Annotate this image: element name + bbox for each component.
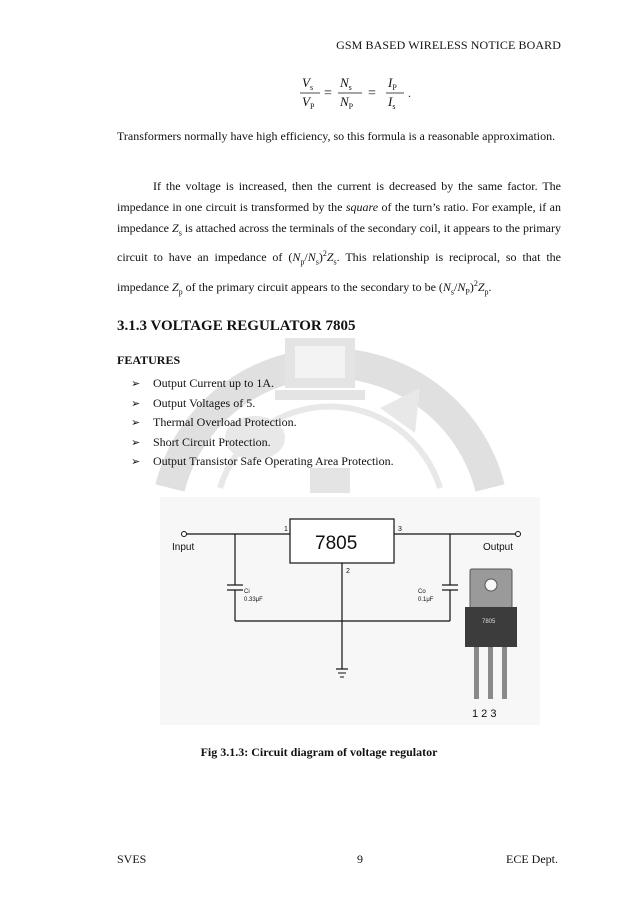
pin1-label: 1: [284, 526, 288, 533]
ic-label: 7805: [315, 533, 358, 554]
features-list: [131, 374, 394, 472]
transformer-ratio-formula: [300, 72, 420, 112]
svg-text:=: =: [324, 86, 332, 101]
co-label: Co: [418, 589, 426, 595]
list-item: ➢ Output Voltages of 5.: [131, 394, 394, 414]
formula-vs: $V_s$: [302, 75, 314, 92]
paragraph-impedance: If the voltage is increased, then the current is decreased by the same factor. The impedance in one circuit is transformed by the square of the turn’s ratio. For example, if an impedance $Z_s$ is attached across the terminals of the secondary coil, it appears to the primary circuit to have an impedance of $(N_p/N_s)^2Z_s$. This relationship is reciprocal, so that the impedance $Z_p$ of the primary circuit appears to the secondary to be $(N_s/N_P)^2Z_p$.: [117, 179, 561, 297]
list-item: ➢ Short Circuit Protection.: [131, 433, 394, 453]
formula-ns: $N_s$: [340, 75, 352, 92]
page-header: GSM BASED WIRELESS NOTICE BOARD: [336, 38, 561, 52]
section-title: 3.1.3 VOLTAGE REGULATOR 7805: [117, 318, 356, 334]
svg-text:=: =: [368, 86, 376, 101]
package-pins-label: 1 2 3: [472, 708, 497, 720]
package-label: 7805: [482, 619, 496, 625]
list-item: ➢ Thermal Overload Protection.: [131, 413, 394, 433]
footer-left: SVES: [117, 852, 147, 866]
arrowhead-bullet-icon: ➢: [131, 397, 141, 410]
input-label: Input: [172, 542, 195, 553]
list-item: ➢ Output Transistor Safe Operating Area Protection.: [131, 452, 394, 472]
arrowhead-bullet-icon: ➢: [131, 378, 141, 390]
arrowhead-bullet-icon: ➢: [131, 436, 141, 449]
page-number: 9: [357, 852, 363, 866]
svg-text:.: .: [408, 86, 411, 100]
footer-right: ECE Dept.: [506, 852, 558, 866]
formula-np: $N_P$: [340, 94, 354, 111]
co-value: 0.1μF: [418, 597, 434, 603]
voltage-regulator-circuit-diagram: [160, 497, 540, 725]
output-label: Output: [483, 542, 514, 553]
ci-label: Ci: [244, 589, 250, 595]
formula-vp: $V_P$: [302, 94, 315, 111]
figure-caption: Fig 3.1.3: Circuit diagram of voltage regulator: [200, 745, 438, 759]
pin3-label: 3: [398, 526, 402, 533]
ci-value: 0.33μF: [244, 597, 263, 603]
formula-ip: $I_P$: [388, 75, 397, 92]
arrowhead-bullet-icon: ➢: [131, 456, 141, 468]
arrowhead-bullet-icon: ➢: [131, 417, 141, 429]
features-heading: FEATURES: [117, 353, 181, 367]
paragraph-efficiency: Transformers normally have high efficiency, so this formula is a reasonable approximation.: [117, 129, 556, 143]
formula-is: $I_s$: [388, 94, 396, 111]
list-item: ➢ Output Current up to 1A.: [131, 374, 394, 394]
pin2-label: 2: [346, 568, 350, 575]
